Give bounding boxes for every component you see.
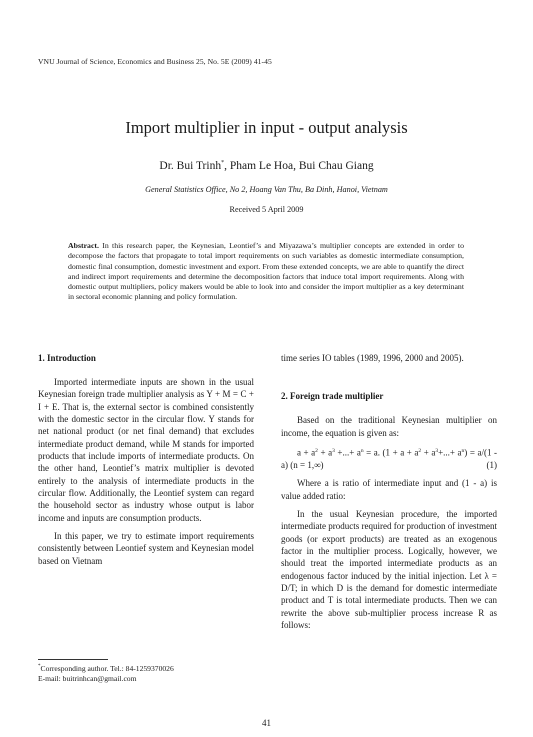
footnote — [38, 662, 174, 684]
page-number: 41 — [262, 718, 271, 728]
journal-header: VNU Journal of Science, Economics and Business 25, No. 5E (2009) 41-45 — [38, 57, 272, 66]
foreign-trade-paragraph-3: In the usual Keynesian procedure, the imported intermediate products required for production of investment goods (or export products) are treated as an exogenous factor in the multiplier process. Logically, however, we should treat the imported intermediate products as an endogenous factor induced by the initial injection. Let λ = D/T; in which D is the demand for domestic intermediate product and T is total intermediate products. Then we can rewrite the above sub-multiplier process increase R as follows: — [281, 508, 497, 630]
abstract — [68, 241, 464, 303]
author-rest: , Pham Le Hoa, Bui Chau Giang — [224, 160, 374, 172]
section-heading-introduction: 1. Introduction — [38, 353, 96, 363]
foreign-trade-paragraph-2: Where a is ratio of intermediate input and (1 - a) is value added ratio: — [281, 478, 497, 501]
intro-paragraph-1: Imported intermediate inputs are shown in the usual Keynesian foreign trade multiplier analysis as Y + M = C + I + E. That is, the external sector is combined consistently with the domestic sector in the circular flow. Y stands for net national product (or net final demand) that excludes intermediate product demand, while M stands for imported products that include imports of intermediate products. On the other hand, Leontief’s matrix multiplier is devoted entirely to the analysis of intermediate products in the circular flow. Additionally, the Leontief system can regard the household sector as industry whose output is labor income and inputs are consumption products. — [38, 377, 254, 523]
author-list — [0, 160, 533, 172]
section-heading-foreign-trade: 2. Foreign trade multiplier — [281, 391, 384, 402]
corresponding-mark: * — [221, 160, 225, 166]
footnote-email: E-mail: buitrinhcan@gmail.com — [38, 674, 137, 683]
author-first: Dr. Bui Trinh — [159, 160, 222, 172]
equation-number: (1) — [486, 459, 497, 470]
intro-paragraph-2: In this paper, we try to estimate import requirements consistently between Leontief system and Keynesian model based on Vietnam — [38, 531, 254, 566]
intro-paragraph-2-continued: time series IO tables (1989, 1996, 2000 and 2005). — [281, 353, 464, 363]
foreign-trade-paragraph-1: Based on the traditional Keynesian multiplier on income, the equation is given as: — [281, 415, 497, 438]
abstract-text: In this research paper, the Keynesian, Leontief’s and Miyazawa’s multiplier concepts are extended in order to decompose the factors that propagate to total import requirements on such variables as domestic intermediate consumption, domestic final consumption, domestic investment and export. From these extended concepts, we are able to quantify the direct and indirect import requirements and determine the decomposition factors that induce total import requirements. Along with domestic output multipliers, policy makers would be able to look into and consider the import multiplier as a key determinant in sectoral economic planning and policy formulation. — [68, 241, 464, 302]
received-date: Received 5 April 2009 — [229, 205, 304, 214]
section-gap — [281, 370, 497, 390]
affiliation: General Statistics Office, No 2, Hoang Van Thu, Ba Dinh, Hanoi, Vietnam — [145, 185, 388, 194]
footnote-rule — [38, 659, 108, 660]
right-column — [281, 352, 497, 637]
equation-1: $a + a^2 + a^3$ +...+ $a^n = a$. $(1 + a + a^2 + a^3+...+ a^n) = a/(1 - a)$ (n = 1,∞) (1) — [281, 447, 497, 470]
paper-title: Import multiplier in input - output analysis — [125, 118, 408, 137]
footnote-line-1: *Corresponding author. Tel.: 84-1259370026 — [38, 664, 174, 673]
left-column — [38, 352, 254, 573]
abstract-label: Abstract. — [68, 241, 99, 250]
